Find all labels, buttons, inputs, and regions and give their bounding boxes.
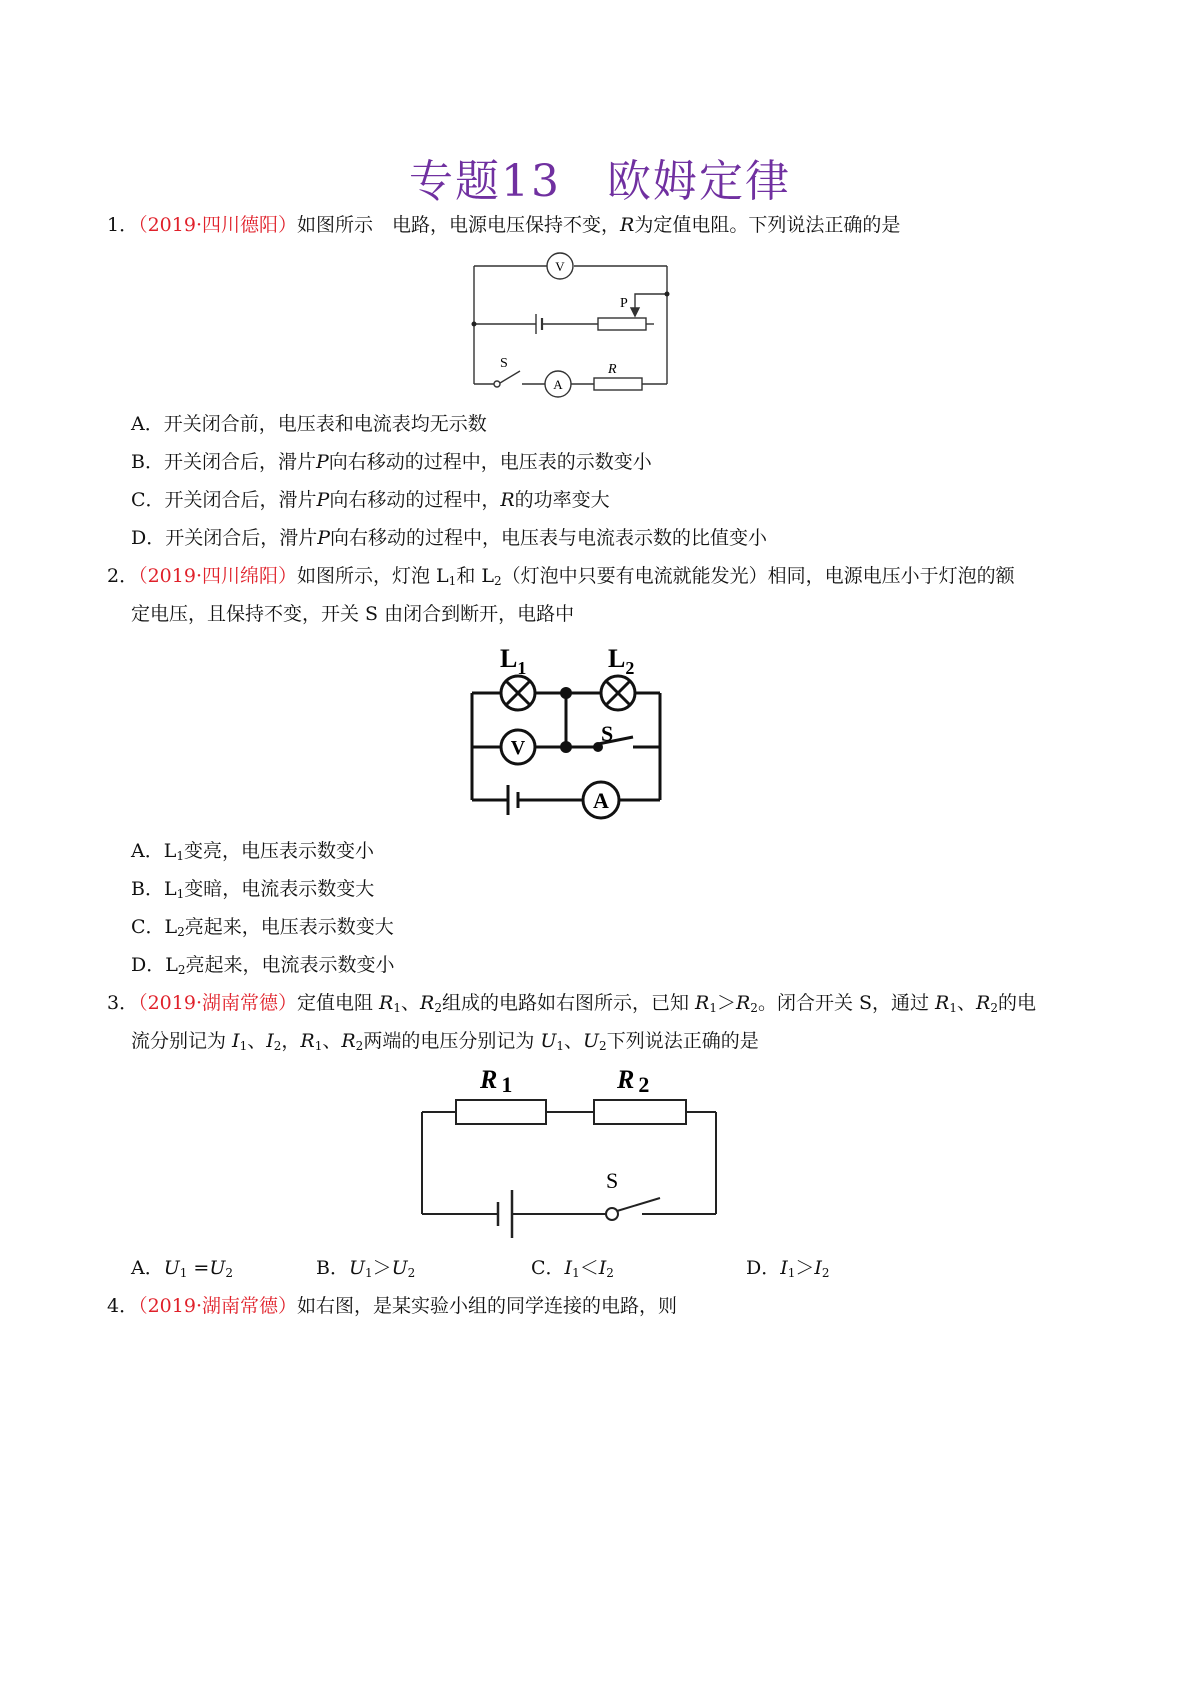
ammeter-label: A <box>593 788 609 813</box>
q3-option-c: C．$I_1<I_2$ <box>531 1257 614 1280</box>
question-3-stem: 3．（2019·湖南常德）定值电阻 $R_1$、$R_2$组成的电路如右图所示，已知 $R_1>R_2$。闭合开关 S，通过 $R_1$、$R_2$的电 <box>107 992 1036 1015</box>
lamp-l2-label: $L_2$ <box>608 644 635 678</box>
circuit-diagram-1 <box>460 250 680 400</box>
switch-label: S <box>606 1168 619 1193</box>
q2-option-a: A．$L_1$变亮，电压表示数变小 <box>131 840 374 863</box>
ammeter-label: A <box>553 377 563 392</box>
circuit-diagram-3 <box>410 1062 730 1232</box>
q1-option-b: B．开关闭合后，滑片P向右移动的过程中，电压表的示数变小 <box>131 451 652 473</box>
question-2-stem: 2．（2019·四川绵阳）如图所示，灯泡 $L_1$和 $L_2$（灯泡中只要有电流就能发光）相同，电源电压小于灯泡的额 <box>107 565 1015 588</box>
question-4-stem: 4．（2019·湖南常德）如右图，是某实验小组的同学连接的电路，则 <box>107 1295 678 1317</box>
question-source: （2019·湖南常德） <box>138 992 297 1014</box>
question-3-stem-line2: 流分别记为 $I_1$、$I_2$，$R_1$、$R_2$两端的电压分别记为 $U_1$、$U_2$下列说法正确的是 <box>131 1030 759 1053</box>
question-source: （2019·湖南常德） <box>138 1295 297 1317</box>
voltmeter-label: V <box>555 259 565 274</box>
q1-option-d: D．开关闭合后，滑片P向右移动的过程中，电压表与电流表示数的比值变小 <box>131 527 768 549</box>
resistor-r1-label: R 1 <box>480 1065 513 1097</box>
circuit-diagram-2 <box>460 640 690 820</box>
question-source: （2019·四川绵阳） <box>138 565 297 587</box>
q1-option-c: C．开关闭合后，滑片P向右移动的过程中，R的功率变大 <box>131 489 610 511</box>
q1-option-a: A．开关闭合前，电压表和电流表均无示数 <box>131 413 487 435</box>
resistor-r2-label: R 2 <box>617 1065 650 1097</box>
question-2-stem-line2: 定电压，且保持不变，开关 S 由闭合到断开，电路中 <box>131 603 575 625</box>
q2-option-d: D．$L_2$亮起来，电流表示数变小 <box>131 954 395 977</box>
q3-option-d: D．$I_1>I_2$ <box>746 1257 830 1280</box>
page-title: 专题13 欧姆定律 <box>409 156 791 207</box>
question-source: （2019·四川德阳） <box>138 214 297 236</box>
switch-label: S <box>601 721 614 746</box>
q3-option-b: B．$U_1>U_2$ <box>316 1257 416 1280</box>
q2-option-b: B．$L_1$变暗，电流表示数变大 <box>131 878 375 901</box>
switch-label: S <box>500 356 508 371</box>
slider-label: P <box>620 296 628 311</box>
resistor-label: R <box>608 362 617 377</box>
q2-option-c: C．$L_2$亮起来，电压表示数变大 <box>131 916 394 939</box>
q3-option-a: A．$U_1 =U_2$ <box>131 1257 234 1280</box>
question-1-stem: 1．（2019·四川德阳）如图所示 电路，电源电压保持不变，R为定值电阻。下列说法正确的是 <box>107 214 901 236</box>
voltmeter-label: V <box>510 737 526 759</box>
lamp-l1-label: $L_1$ <box>500 644 527 678</box>
